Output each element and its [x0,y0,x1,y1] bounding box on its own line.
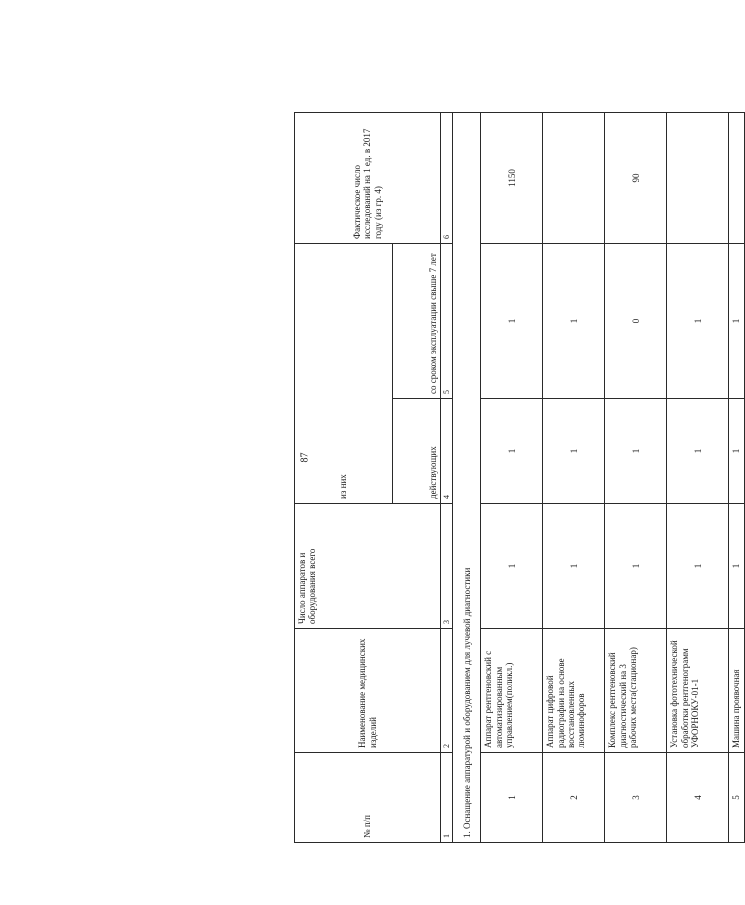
header-active: действующих [393,399,441,504]
table-row [481,112,543,842]
row-number: 3 [605,753,667,843]
row-old: 1 [543,243,605,398]
header-studies: Фактическое число исследований на 1 ед. в 2017 году (из гр. 4) [295,112,441,243]
equipment-table [294,112,745,843]
table-container [294,113,742,843]
table-row [729,112,744,842]
row-name: Аппарат рентгеновский с автоматизированным управлением(поликл.) [481,629,543,753]
row-name: Установка фототехнической обработки рентгенограмм УФОРНОКУ-01-1 [667,629,729,753]
column-number: 6 [441,112,453,243]
row-studies [729,112,744,243]
row-active: 1 [481,399,543,504]
row-old: 0 [605,243,667,398]
row-studies [543,112,605,243]
column-number: 3 [441,504,453,629]
row-studies [667,112,729,243]
row-number: 1 [481,753,543,843]
row-total: 1 [481,504,543,629]
table-row [543,112,605,842]
table-row [605,112,667,842]
header-name: Наименование медицинских изделий [295,629,441,753]
row-active: 1 [667,399,729,504]
header-number: № п/п [295,753,441,843]
row-active: 1 [605,399,667,504]
row-name: Машина проявочная [729,629,744,753]
column-number: 2 [441,629,453,753]
column-number: 5 [441,243,453,398]
row-active: 1 [543,399,605,504]
row-total: 1 [543,504,605,629]
table-row [667,112,729,842]
header-old: со сроком эксплуатации свыше 7 лет [393,243,441,398]
row-total: 1 [667,504,729,629]
column-numbers-row [441,112,453,842]
section-row [453,112,481,842]
page-number: 87 [299,452,311,463]
row-total: 1 [729,504,744,629]
column-number: 4 [441,399,453,504]
row-old: 1 [729,243,744,398]
row-name: Аппарат цифровой радиографии на основе восстановленных люминофоров [543,629,605,753]
row-total: 1 [605,504,667,629]
column-number: 1 [441,753,453,843]
header-row-1 [295,112,393,842]
section-title: 1. Оснащение аппаратурой и оборудованием для лучевой диагностики [453,112,481,842]
header-total: Число аппаратов и оборудования всего [295,504,441,629]
row-active: 1 [729,399,744,504]
row-number: 2 [543,753,605,843]
row-name: Комплекс рентгеновский диагностический на 3 рабочих места(стационар) [605,629,667,753]
row-old: 1 [667,243,729,398]
row-number: 5 [729,753,744,843]
row-studies: 90 [605,112,667,243]
row-old: 1 [481,243,543,398]
row-number: 4 [667,753,729,843]
row-studies: 1150 [481,112,543,243]
header-of-them: из них [295,243,393,503]
